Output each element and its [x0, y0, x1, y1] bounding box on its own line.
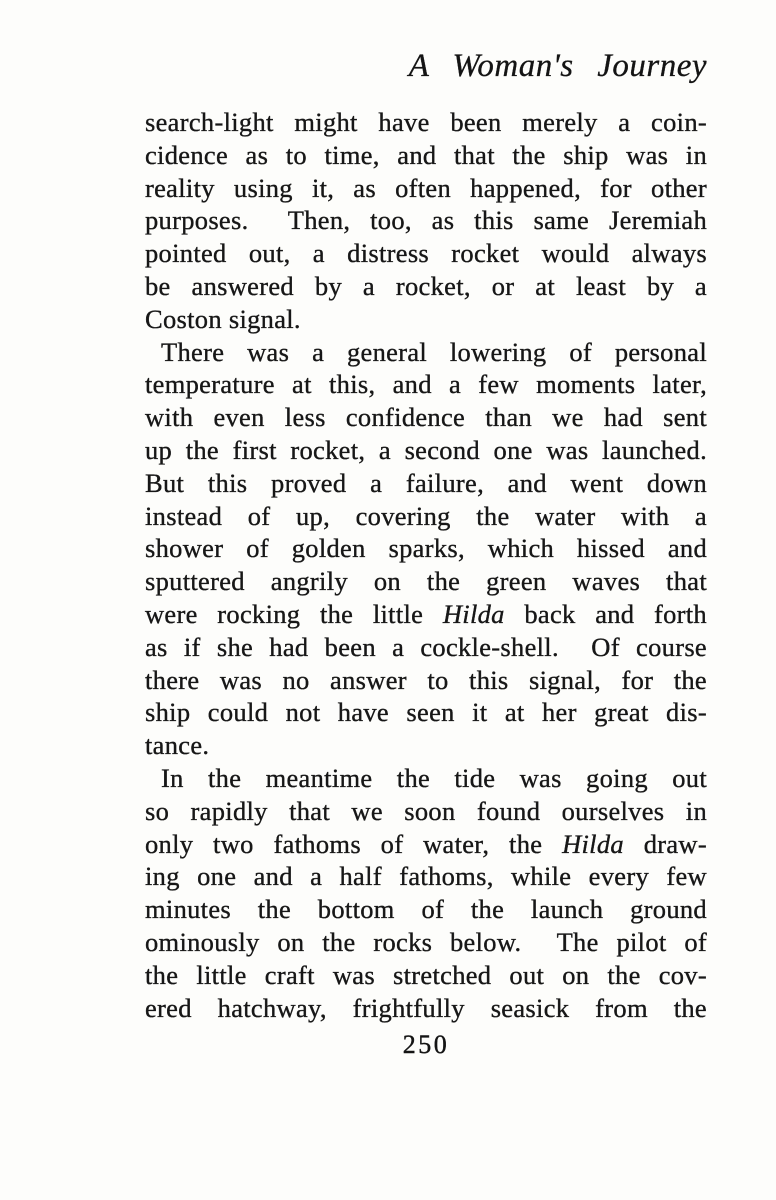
text-line	[145, 172, 707, 205]
body-text	[145, 106, 707, 1024]
text-line	[145, 401, 707, 434]
text-segment: reality using it, as often happened, for other	[145, 172, 707, 203]
text-line	[145, 106, 707, 139]
text-line	[145, 860, 707, 893]
text-segment: minutes the bottom of the launch ground	[145, 894, 707, 925]
text-line	[145, 762, 707, 795]
text-line	[145, 532, 707, 565]
text-segment: ship could not have seen it at her great dis-	[145, 697, 707, 728]
text-segment: shower of golden sparks, which hissed and	[145, 533, 707, 564]
text-line	[145, 237, 707, 270]
italic-ship-name: Hilda	[562, 828, 624, 859]
text-line	[145, 926, 707, 959]
text-segment: ominously on the rocks below. The pilot of	[145, 926, 707, 957]
text-segment: there was no answer to this signal, for the	[145, 664, 707, 695]
text-line	[145, 992, 707, 1025]
page-number: 250	[402, 1030, 450, 1059]
text-segment: draw-	[623, 828, 707, 859]
text-segment: sputtered angrily on the green waves that	[145, 566, 707, 597]
text-line	[145, 893, 707, 926]
text-line	[145, 828, 707, 861]
text-line	[145, 795, 707, 828]
running-header: A Woman's Journey	[408, 48, 707, 84]
text-segment: ered hatchway, frightfully seasick from the	[145, 992, 707, 1023]
text-line	[145, 959, 707, 992]
text-segment: ing one and a half fathoms, while every few	[145, 861, 707, 892]
text-segment: Coston signal.	[145, 303, 301, 334]
text-segment: only two fathoms of water, the	[145, 828, 563, 859]
text-segment: pointed out, a distress rocket would always	[145, 238, 707, 269]
text-segment: cidence as to time, and that the ship was in	[145, 139, 707, 170]
text-line	[145, 565, 707, 598]
text-line	[145, 270, 707, 303]
text-segment: In the meantime the tide was going out	[161, 762, 707, 793]
text-segment: with even less confidence than we had sent	[145, 402, 707, 433]
text-line	[145, 664, 707, 697]
text-segment: be answered by a rocket, or at least by a	[145, 270, 707, 301]
text-segment: tance.	[145, 730, 210, 761]
text-line	[145, 729, 707, 762]
text-segment: search-light might have been merely a coin-	[145, 107, 707, 137]
text-segment: the little craft was stretched out on the cov-	[145, 959, 707, 990]
text-line	[145, 598, 707, 631]
text-segment: up the first rocket, a second one was launched.	[145, 434, 707, 465]
text-segment: There was a general lowering of personal	[161, 336, 707, 367]
text-segment: so rapidly that we soon found ourselves in	[145, 795, 707, 826]
text-line	[145, 368, 707, 401]
text-segment: as if she had been a cockle-shell. Of course	[145, 631, 707, 662]
text-line	[145, 139, 707, 172]
text-segment: But this proved a failure, and went down	[145, 467, 707, 498]
italic-ship-name: Hilda	[442, 598, 505, 629]
text-line	[145, 467, 707, 500]
text-line	[145, 434, 707, 467]
text-segment: temperature at this, and a few moments later,	[145, 369, 707, 400]
text-line	[145, 303, 707, 336]
text-line	[145, 336, 707, 369]
text-line	[145, 696, 707, 729]
text-segment: back and forth	[504, 598, 707, 629]
text-segment: were rocking the little	[145, 598, 443, 629]
text-line	[145, 631, 707, 664]
text-line	[145, 204, 707, 237]
text-line	[145, 500, 707, 533]
text-segment: purposes. Then, too, as this same Jeremiah	[145, 205, 707, 236]
text-segment: instead of up, covering the water with a	[145, 500, 707, 531]
